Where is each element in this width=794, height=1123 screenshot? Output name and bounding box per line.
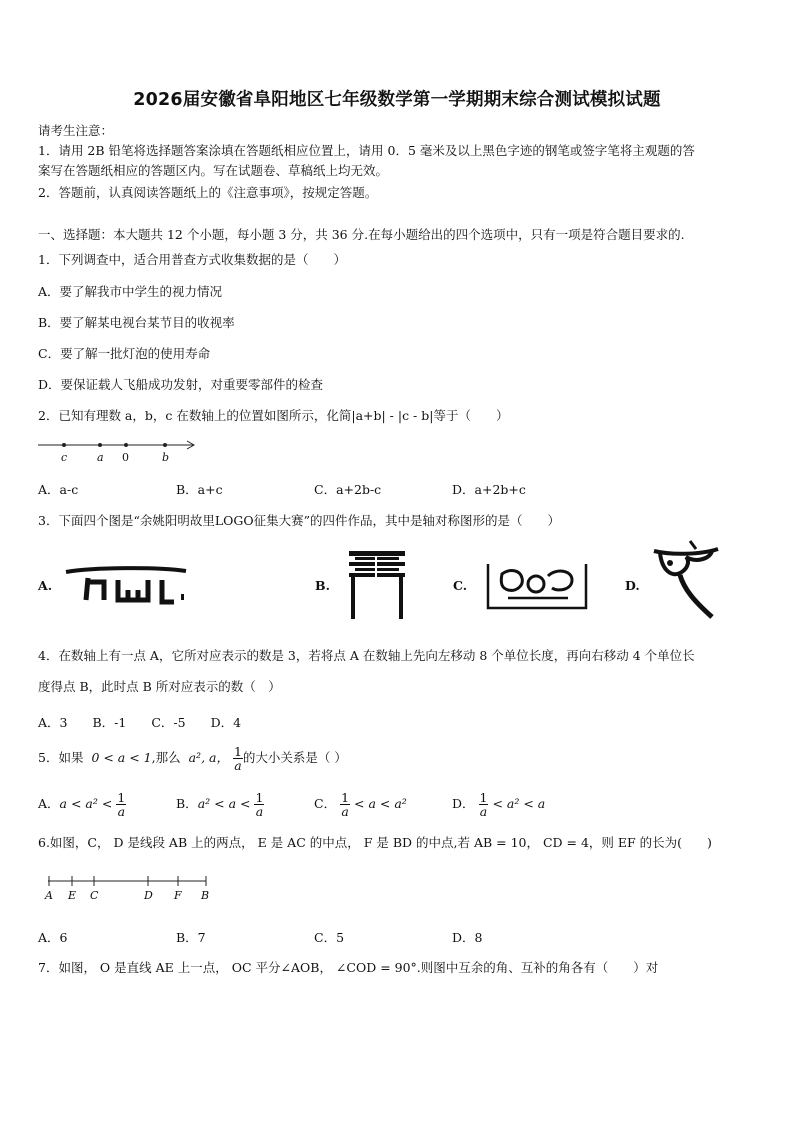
question-3-stem: 3．下面四个图是“余姚阳明故里LOGO征集大赛”的四件作品，其中是轴对称图形的是（ ） (38, 513, 561, 528)
question-5-option-a: A．a < a² < $\frac{1}{a}$ (38, 790, 126, 820)
logo-d-image (650, 537, 722, 621)
axis-label-b: b (162, 451, 170, 464)
question-3-option-c-label: C. (453, 578, 468, 593)
segment-figure (44, 874, 214, 888)
question-4-stem-line-2: 度得点 B，此时点 B 所对应表示的数（ ） (38, 679, 281, 694)
question-6-option-b: B．7 (176, 930, 206, 945)
question-2-option-d: D．a+2b+c (452, 482, 526, 497)
question-2-option-a: A．a-c (38, 482, 79, 497)
axis-label-c: c (61, 451, 68, 464)
question-6-option-a: A．6 (38, 930, 68, 945)
question-6-option-d: D．8 (452, 930, 483, 945)
axis-label-a: a (97, 451, 104, 464)
page-title: 2026届安徽省阜阳地区七年级数学第一学期期末综合测试模拟试题 (133, 90, 661, 110)
notice-item-1-line-2: 案写在答题纸相应的答题区内。写在试题卷、草稿纸上均无效。 (38, 163, 389, 178)
fraction-one-over-a: $\frac{1}{a}$ (233, 744, 242, 774)
question-2-option-b: B．a+c (176, 482, 223, 497)
segment-label-b: B (201, 889, 210, 902)
question-7-stem: 7．如图， O 是直线 AE 上一点， OC 平分∠AOB， ∠COD = 90°.则图中互余的角、互补的角各有（ ）对 (38, 960, 659, 975)
question-1-stem: 1．下列调查中，适合用普查方式收集数据的是（ ） (38, 252, 346, 267)
question-2-option-c: C．a+2b-c (314, 482, 382, 497)
question-6-option-c: C．5 (314, 930, 345, 945)
question-6-stem: 6.如图，C， D 是线段 AB 上的两点， E 是 AC 的中点， F 是 BD 的中点,若 AB = 10， CD = 4，则 EF 的长为( ) (38, 835, 712, 850)
logo-c-image (482, 556, 594, 612)
question-5-option-b: B．a² < a < $\frac{1}{a}$ (176, 790, 264, 820)
question-3-option-d-label: D. (625, 578, 640, 593)
segment-label-e: E (68, 889, 77, 902)
question-1-option-b: B．要了解某电视台某节目的收视率 (38, 315, 235, 330)
question-1-option-d: D．要保证载人飞船成功发射，对重要零部件的检查 (38, 377, 324, 392)
question-3-option-b-label: B. (315, 578, 330, 593)
question-1-option-c: C．要了解一批灯泡的使用寿命 (38, 346, 211, 361)
notice-item-1-line-1: 1．请用 2B 铅笔将选择题答案涂填在答题纸相应位置上，请用 0．5 毫米及以上黑色字迹的钢笔或签字笔将主观题的答 (38, 143, 695, 158)
question-2-stem: 2．已知有理数 a，b，c 在数轴上的位置如图所示，化简|a+b| - |c - b|等于（ ） (38, 408, 509, 423)
logo-a-image (64, 560, 190, 608)
question-1-option-a: A．要了解我市中学生的视力情况 (38, 284, 223, 299)
segment-label-a: A (45, 889, 53, 902)
segment-label-f: F (174, 889, 182, 902)
notice-heading: 请考生注意： (38, 123, 114, 138)
question-5-stem: 5．如果 0 < a < 1,那么 a², a， $\frac{1}{a}$ 的大小关系是（ ） (38, 744, 347, 774)
segment-label-d: D (144, 889, 153, 902)
notice-item-2: 2．答题前，认真阅读答题纸上的《注意事项》，按规定答题。 (38, 185, 378, 200)
question-4-options: A．3 B．-1 C．-5 D．4 (38, 715, 242, 730)
question-5-option-d: D． $\frac{1}{a}$ < a² < a (452, 790, 546, 820)
question-4-stem-line-1: 4．在数轴上有一点 A，它所对应表示的数是 3，若将点 A 在数轴上先向左移动 8 个单位长度，再向右移动 4 个单位长 (38, 648, 695, 663)
question-5-option-c: C． $\frac{1}{a}$ < a < a² (314, 790, 407, 820)
section-heading: 一、选择题：本大题共 12 个小题，每小题 3 分，共 36 分.在每小题给出的四个选项中，只有一项是符合题目要求的. (38, 227, 685, 242)
segment-label-c: C (90, 889, 99, 902)
logo-b-image (343, 549, 409, 621)
question-3-option-a-label: A. (38, 578, 53, 593)
axis-label-0: 0 (122, 451, 129, 464)
